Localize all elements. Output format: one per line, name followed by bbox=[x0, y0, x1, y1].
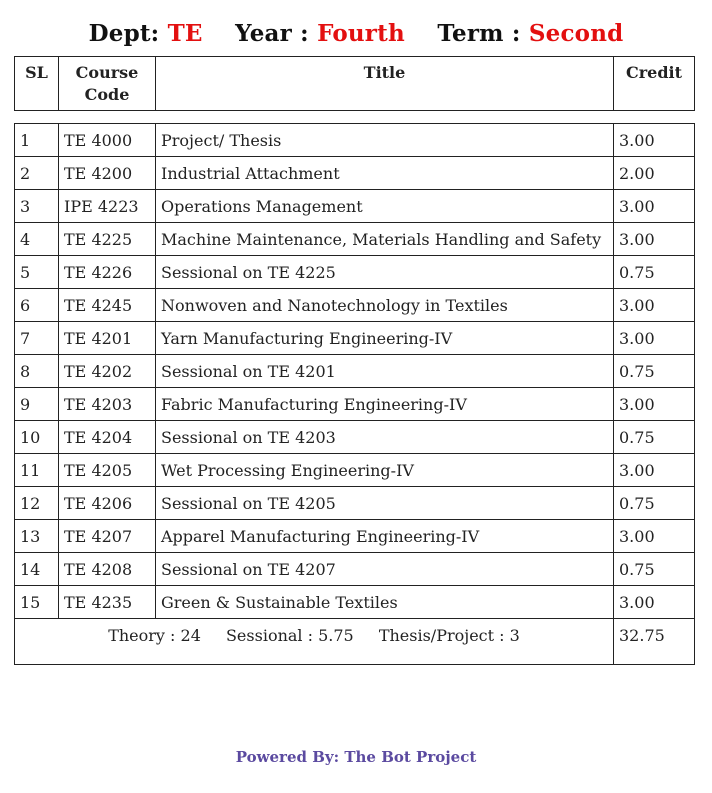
cell-credit: 0.75 bbox=[614, 256, 695, 289]
cell-sl: 4 bbox=[15, 223, 59, 256]
table-row bbox=[15, 355, 695, 388]
term-value: Second bbox=[528, 20, 624, 47]
cell-sl: 13 bbox=[15, 520, 59, 553]
cell-title: Machine Maintenance, Materials Handling and Safety bbox=[156, 223, 614, 256]
cell-sl: 1 bbox=[15, 124, 59, 157]
table-row bbox=[15, 157, 695, 190]
dept-value: TE bbox=[167, 20, 203, 47]
summary-breakdown bbox=[15, 619, 614, 665]
cell-sl: 8 bbox=[15, 355, 59, 388]
cell-sl: 3 bbox=[15, 190, 59, 223]
dept-label: Dept: bbox=[88, 20, 160, 47]
table-row bbox=[15, 454, 695, 487]
cell-title: Wet Processing Engineering-IV bbox=[156, 454, 614, 487]
cell-credit: 3.00 bbox=[614, 289, 695, 322]
cell-title: Project/ Thesis bbox=[156, 124, 614, 157]
cell-course-code: TE 4204 bbox=[59, 421, 156, 454]
cell-course-code: TE 4000 bbox=[59, 124, 156, 157]
table-row bbox=[15, 124, 695, 157]
cell-title: Sessional on TE 4201 bbox=[156, 355, 614, 388]
cell-course-code: TE 4235 bbox=[59, 586, 156, 619]
cell-sl: 12 bbox=[15, 487, 59, 520]
cell-sl: 14 bbox=[15, 553, 59, 586]
table-header-row bbox=[15, 57, 695, 111]
summary-sessional: Sessional : 5.75 bbox=[225, 626, 354, 645]
cell-title: Yarn Manufacturing Engineering-IV bbox=[156, 322, 614, 355]
table-row bbox=[15, 487, 695, 520]
cell-title: Industrial Attachment bbox=[156, 157, 614, 190]
cell-credit: 3.00 bbox=[614, 520, 695, 553]
cell-course-code: TE 4203 bbox=[59, 388, 156, 421]
term-label: Term : bbox=[437, 20, 521, 47]
table-row bbox=[15, 388, 695, 421]
cell-course-code: TE 4245 bbox=[59, 289, 156, 322]
cell-title: Sessional on TE 4225 bbox=[156, 256, 614, 289]
column-header-sl: SL bbox=[15, 57, 59, 111]
table-row bbox=[15, 520, 695, 553]
cell-credit: 3.00 bbox=[614, 223, 695, 256]
year-label: Year : bbox=[235, 20, 309, 47]
cell-course-code: TE 4201 bbox=[59, 322, 156, 355]
cell-sl: 6 bbox=[15, 289, 59, 322]
cell-title: Fabric Manufacturing Engineering-IV bbox=[156, 388, 614, 421]
cell-title: Sessional on TE 4207 bbox=[156, 553, 614, 586]
cell-title: Operations Management bbox=[156, 190, 614, 223]
cell-credit: 3.00 bbox=[614, 586, 695, 619]
cell-sl: 15 bbox=[15, 586, 59, 619]
cell-sl: 2 bbox=[15, 157, 59, 190]
column-header-title: Title bbox=[156, 57, 614, 111]
cell-sl: 9 bbox=[15, 388, 59, 421]
cell-credit: 3.00 bbox=[614, 124, 695, 157]
cell-course-code: TE 4226 bbox=[59, 256, 156, 289]
summary-row bbox=[15, 619, 695, 665]
cell-course-code: TE 4207 bbox=[59, 520, 156, 553]
cell-title: Apparel Manufacturing Engineering-IV bbox=[156, 520, 614, 553]
cell-credit: 3.00 bbox=[614, 388, 695, 421]
summary-total-credit: 32.75 bbox=[614, 619, 695, 665]
cell-credit: 3.00 bbox=[614, 322, 695, 355]
table-row bbox=[15, 586, 695, 619]
cell-title: Nonwoven and Nanotechnology in Textiles bbox=[156, 289, 614, 322]
table-row bbox=[15, 256, 695, 289]
cell-credit: 0.75 bbox=[614, 421, 695, 454]
cell-course-code: TE 4202 bbox=[59, 355, 156, 388]
cell-course-code: TE 4206 bbox=[59, 487, 156, 520]
cell-sl: 7 bbox=[15, 322, 59, 355]
cell-course-code: TE 4208 bbox=[59, 553, 156, 586]
cell-course-code: TE 4200 bbox=[59, 157, 156, 190]
cell-title: Green & Sustainable Textiles bbox=[156, 586, 614, 619]
cell-sl: 11 bbox=[15, 454, 59, 487]
cell-credit: 2.00 bbox=[614, 157, 695, 190]
cell-credit: 3.00 bbox=[614, 190, 695, 223]
table-row bbox=[15, 553, 695, 586]
table-row bbox=[15, 289, 695, 322]
cell-credit: 0.75 bbox=[614, 487, 695, 520]
cell-credit: 3.00 bbox=[614, 454, 695, 487]
summary-thesis: Thesis/Project : 3 bbox=[378, 626, 520, 645]
cell-title: Sessional on TE 4205 bbox=[156, 487, 614, 520]
table-row bbox=[15, 421, 695, 454]
course-table bbox=[14, 56, 695, 665]
column-header-course-code: Course Code bbox=[59, 57, 156, 111]
table-row bbox=[15, 322, 695, 355]
cell-credit: 0.75 bbox=[614, 553, 695, 586]
table-row bbox=[15, 223, 695, 256]
cell-title: Sessional on TE 4203 bbox=[156, 421, 614, 454]
year-value: Fourth bbox=[317, 20, 405, 47]
summary-theory: Theory : 24 bbox=[108, 626, 201, 645]
cell-course-code: TE 4225 bbox=[59, 223, 156, 256]
footer-powered-by: Powered By: The Bot Project bbox=[235, 748, 477, 766]
cell-course-code: IPE 4223 bbox=[59, 190, 156, 223]
table-row bbox=[15, 190, 695, 223]
page-title bbox=[0, 20, 712, 47]
cell-credit: 0.75 bbox=[614, 355, 695, 388]
cell-sl: 5 bbox=[15, 256, 59, 289]
cell-course-code: TE 4205 bbox=[59, 454, 156, 487]
cell-sl: 10 bbox=[15, 421, 59, 454]
column-header-credit: Credit bbox=[614, 57, 695, 111]
